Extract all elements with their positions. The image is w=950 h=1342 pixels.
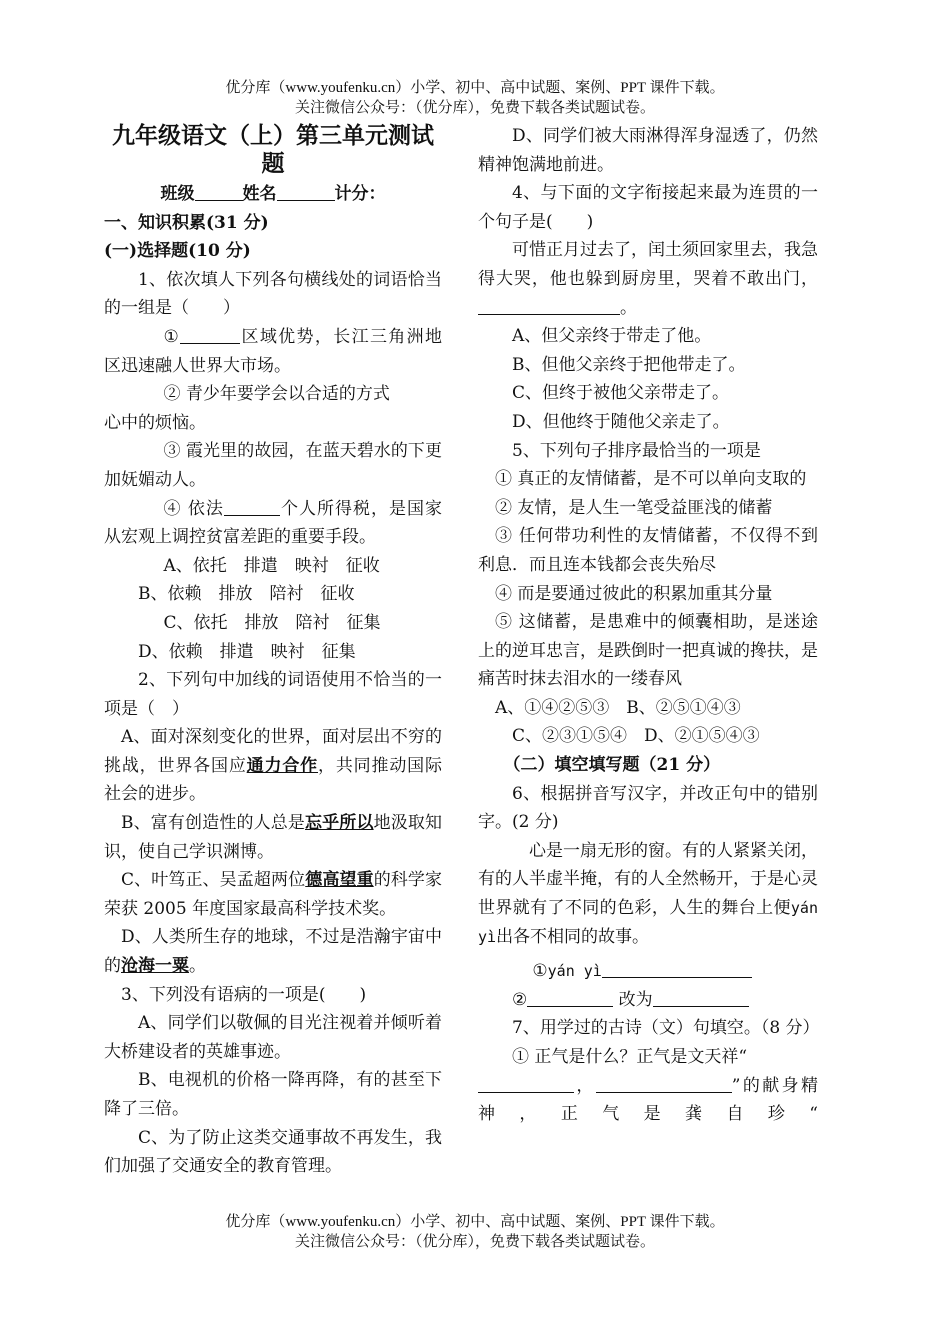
question-6-answer-1: ①yán yì: [478, 957, 818, 986]
question-5-stem: 5、下列句子排序最恰当的一项是: [512, 440, 761, 461]
question-5-sentence-3: ③ 任何带功利性的友情储蓄，不仅得不到利息．而且连本钱都会丧失殆尽: [478, 526, 818, 575]
name-blank[interactable]: [277, 182, 335, 201]
underlined-word-d: 沧海一粟: [121, 956, 189, 977]
question-7-stem: 7、用学过的古诗（文）句填空。（8 分）: [512, 1018, 820, 1039]
left-column: [104, 122, 442, 1181]
underlined-word-b: 忘乎所以: [305, 813, 374, 834]
question-1-option-b: B、依赖 排放 陪衬 征收: [138, 584, 355, 605]
question-7-item-1-cont: ， ”的献身精神，正气是龚自珍“: [478, 1075, 818, 1125]
question-5-sentence-4: ④ 而是要通过彼此的积累加重其分量: [495, 583, 773, 604]
question-3-option-c: C、为了防止这类交通事故不再发生，我们加强了交通安全的教育管理。: [104, 1127, 442, 1177]
question-5-options-cd: C、②③①⑤④ D、②①⑤④③: [512, 726, 760, 747]
right-column: [478, 122, 818, 1129]
header-line-2: 关注微信公众号：（优分库），免费下载各类试题试卷。: [294, 100, 655, 116]
question-5-sentence-1: ① 真正的友情储蓄，是不可以单向支取的: [495, 469, 807, 490]
question-1-sentence-1: ① 区域优势，长江三角洲地区迅速融人世界大市场。: [104, 326, 443, 376]
footer-line-1: 优分库（www.youfenku.cn）小学、初中、高中试题、案例、PPT 课件下载。: [225, 1214, 725, 1230]
student-info-line: [104, 180, 442, 209]
page-header: [0, 78, 950, 118]
q1-blank-4[interactable]: [224, 497, 280, 516]
question-1-sentence-3: ③ 霞光里的故园，在蓝天碧水的下更加妩媚动人。: [104, 441, 442, 490]
question-6-passage: 心是一扇无形的窗。有的人紧紧关闭，有的人半虚半掩，有的人全然畅开，于是心灵世界就有了不同的色彩，人生的舞台上便yán yì出各不相同的故事。: [478, 840, 818, 947]
question-4-option-d: D、但他终于随他父亲走了。: [512, 411, 730, 432]
question-4-option-a: A、但父亲终于带走了他。: [512, 326, 712, 347]
question-2-option-c: C、叶笃正、吴孟超两位德高望重的科学家荣获 2005 年度国家最高科学技术奖。: [104, 870, 443, 919]
underlined-word-a: 通力合作: [246, 755, 319, 776]
question-1-sentence-4: ④ 依法 个人所得税，是国家从宏观上调控贫富差距的重要手段。: [104, 498, 443, 548]
q7-blank-2[interactable]: [596, 1074, 732, 1093]
question-3-stem: 3、下列没有语病的一项是( ): [121, 984, 367, 1005]
q4-blank[interactable]: [478, 296, 620, 315]
q6-correct-char-blank[interactable]: [653, 992, 749, 1007]
underlined-word-c: 德高望重: [305, 870, 374, 891]
question-6-stem: 6、根据拼音写汉字，并改正句中的错别字。(2 分): [478, 783, 818, 833]
name-label: 姓名: [242, 184, 277, 204]
question-7-item-1: ① 正气是什么？正气是文天祥“: [512, 1047, 748, 1067]
question-4-option-c: C、但终于被他父亲带走了。: [512, 383, 730, 404]
question-1-stem: 1、依次填人下列各句横线处的词语恰当的一组是（ ）: [104, 269, 442, 319]
question-3-option-b: B、电视机的价格一降再降，有的甚至下降了三倍。: [104, 1070, 442, 1119]
header-line-1: 优分库（www.youfenku.cn）小学、初中、高中试题、案例、PPT 课件下载。: [225, 80, 725, 96]
q6-answer-1-blank[interactable]: [602, 963, 752, 978]
page-title: 九年级语文（上）第三单元测试题: [112, 122, 434, 177]
question-2-option-a: A、面对深刻变化的世界，面对层出不穷的挑战，世界各国应通力合作，共同推动国际社会的进步。: [104, 727, 443, 805]
question-3-option-d: D、同学们被大雨淋得浑身湿透了，仍然精神饱满地前进。: [478, 126, 818, 175]
question-1-sentence-2: ② 青少年要学会以合适的方式: [163, 384, 390, 405]
question-5-options-ab: A、①④②⑤③ B、②⑤①④③: [495, 697, 741, 718]
question-2-option-b: B、富有创造性的人总是忘乎所以地汲取知识，使自己学识渊博。: [104, 813, 443, 862]
subsection-choice-heading: (一)选择题(10 分): [104, 241, 251, 262]
pinyin-yanyi: yán yì: [478, 899, 818, 946]
question-2-option-d: D、人类所生存的地球，不过是浩瀚宇宙中的沧海一粟。: [104, 927, 442, 977]
question-5-sentence-2: ② 友情，是人生一笔受益匪浅的储蓄: [495, 497, 773, 518]
question-1-option-a: A、依托 排遣 映衬 征收: [163, 555, 380, 576]
question-1-option-c: C、依托 排放 陪衬 征集: [163, 612, 381, 633]
question-2-stem: 2、下列句中加线的词语使用不恰当的一项是（ ）: [104, 670, 442, 719]
subsection-fill-heading: （二）填空填写题（21 分）: [503, 755, 721, 776]
score-label: 计分：: [334, 184, 386, 204]
page-footer: [0, 1212, 950, 1252]
class-blank[interactable]: [195, 182, 243, 201]
footer-line-2: 关注微信公众号：（优分库），免费下载各类试题试卷。: [294, 1234, 655, 1250]
q1-blank-1[interactable]: [180, 325, 240, 344]
question-4-option-b: B、但他父亲终于把他带走了。: [512, 354, 746, 375]
question-6-answer-2: ② 改为: [478, 986, 818, 1015]
question-3-option-a: A、同学们以敬佩的目光注视着并倾听着大桥建设者的英雄事迹。: [104, 1013, 442, 1062]
question-1-sentence-2-cont: 心中的烦恼。: [104, 412, 206, 433]
question-4-stem: 4、与下面的文字衔接起来最为连贯的一个句子是( ): [478, 183, 818, 232]
section-1-heading: 一、知识积累(31 分): [104, 212, 269, 233]
class-label: 班级: [160, 184, 195, 204]
question-4-passage: 可惜正月过去了，闰土须回家里去，我急得大哭，他也躲到厨房里，哭着不敢出门，。: [478, 240, 818, 318]
q6-wrong-char-blank[interactable]: [527, 992, 613, 1007]
question-5-sentence-5: ⑤ 这储蓄，是患难中的倾囊相助，是迷途上的逆耳忠言，是跌倒时一把真诚的搀扶，是痛苦时抹去泪水的一缕春风: [478, 612, 818, 690]
question-1-option-d: D、依赖 排遣 映衬 征集: [138, 641, 356, 662]
q7-blank-1[interactable]: [478, 1074, 574, 1093]
